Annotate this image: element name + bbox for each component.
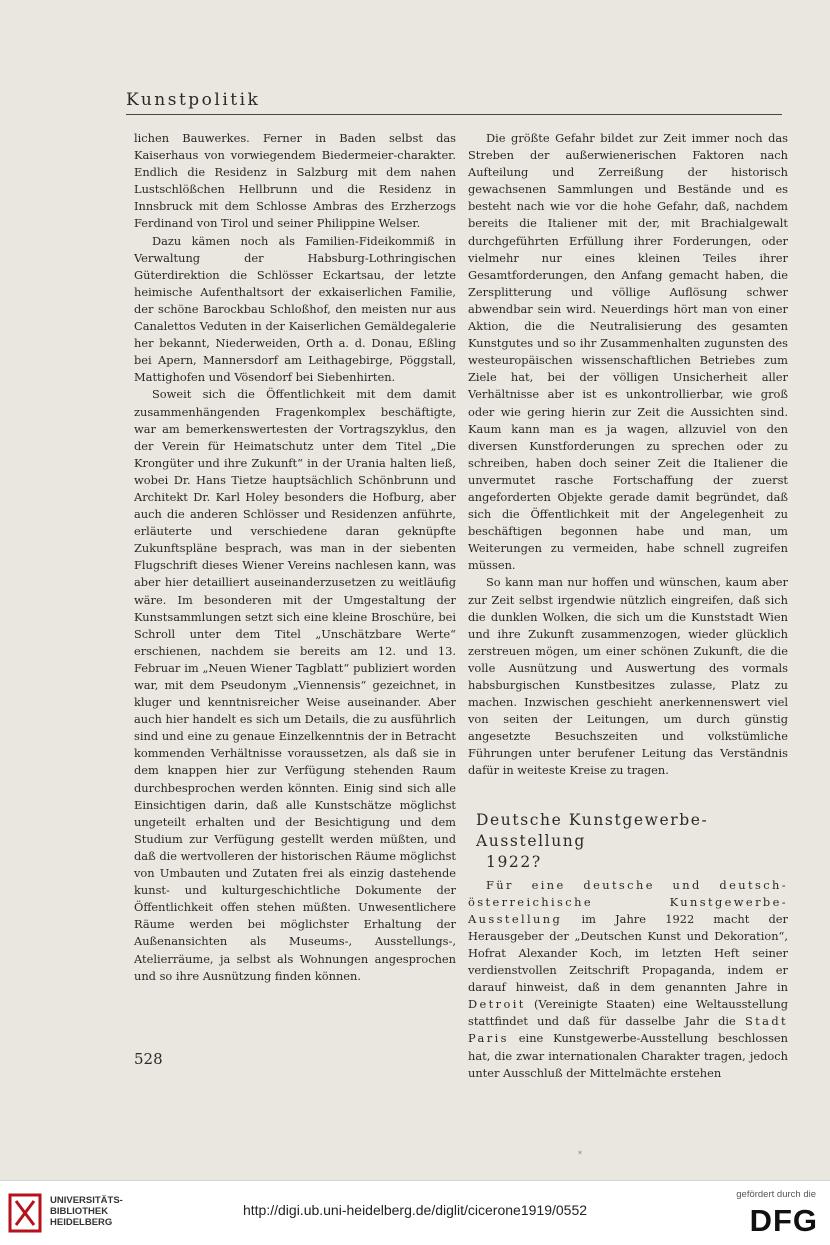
library-name-line-1: UNIVERSITÄTS- [50, 1195, 123, 1206]
viewer-footer [0, 1180, 830, 1245]
section-heading-line-1: Deutsche Kunstgewerbe-Ausstellung [476, 810, 709, 850]
left-paragraph-2: Dazu kämen noch als Familien-Fideikommiß in Verwaltung der Habsburg-Lothringischen Güterdirektion die Schlösser Eckartsau, der letzte heimische Aufenthaltsort der exkaiserlichen Familie, der schöne Barockbau Schloßhof, den meisten nur aus Canalettos Veduten in der Kaiserlichen Gemäldegalerie her bekannt, Niederweiden, Orth a. d. Donau, Eßling bei Apern, Mannersdorf am Leithagebirge, Pöggstall, Mattighofen und Vösendorf bei Siebenhirten. [134, 233, 456, 385]
section-heading [476, 810, 788, 873]
section-paragraph [468, 877, 788, 1082]
permalink-url[interactable]: http://digi.ub.uni-heidelberg.de/diglit/cicerone1919/0552 [242, 1202, 588, 1218]
dfg-logo: DFG [749, 1203, 818, 1238]
section-city-1: Detroit [468, 997, 526, 1012]
stray-mark: * [578, 1150, 582, 1159]
left-text-column [134, 130, 456, 985]
left-paragraph-3: Soweit sich die Öffentlichkeit mit dem damit zusammenhängenden Fragenkomplex beschäftigte, war am bemerkenswertesten der Vortragszyklus, den der Verein für Heimatschutz unter dem Titel „Die Krongüter und ihre Zukunft“ in der Urania halten ließ, wobei Dr. Hans Tietze hauptsächlich Schönbrunn und Architekt Dr. Karl Holey besonders die Hofburg, aber auch die anderen Schlösser und Residenzen anführte, erläuterte und verschiedene daran geknüpfte Zukunftspläne besprach, was man in der siebenten Flugschrift dieses Wiener Vereins nachlesen kann, was aber hier detailliert auseinanderzusetzen zu weitläufig wäre. Im besonderen mit der Umgestaltung der Kunstsammlungen setzt sich eine kleine Broschüre, bei Schroll unter dem Titel „Unschätzbare Werte“ erschienen, nachdem sie bereits am 12. und 13. Februar im „Neuen Wiener Tagblatt“ publiziert worden war, mit dem Pseudonym „Viennensis“ gezeichnet, in kluger und kenntnisreicher Weise auseinander. Aber auch hier handelt es sich um Details, die zu ausführlich sind und eine zu genaue Einzelkenntnis der in Betracht kommenden Verhältnisse voraussetzen, als daß sie in dem knappen hier zur Verfügung stehenden Raum durchbesprochen werden könnten. Einig sind sich alle Einsichtigen darin, daß alle Kunstschätze möglichst ungeteilt erhalten und der Besichtigung und dem Studium zur Verfügung gestellt werden müßten, und daß die wertvolleren der historischen Räume möglichst von Umbauten und Zutaten frei als einzig dastehende kunst- und kulturgeschichtliche Dokumente der Öffentlichkeit offen stehen müßten. Unwesentlichere Räume werden bei möglichster Erhaltung der Außenansichten als Museums-, Ausstellungs-, Atelierräume, ja selbst als Wohnungen angesprochen und so ihre Ausnützung finden können. [134, 387, 456, 983]
right-text-column [468, 130, 788, 1082]
section-body-b: (Vereinigte Staaten) eine Weltausstellung stattfindet und daß für dasselbe Jahr die [468, 997, 788, 1029]
library-name-line-2: BIBLIOTHEK [50, 1206, 109, 1217]
right-paragraph-1: Die größte Gefahr bildet zur Zeit immer noch das Streben der außerwienerischen Faktoren nach Aufteilung und Zerreißung der historisch gewachsenen Sammlungen und Bestände und es besteht nach wie vor die hohe Gefahr, daß, nachdem bereits die Italiener mit der, mit Brachialgewalt durchgeführten Erfüllung ihrer Forderungen, oder vielmehr nur eines kleinen Teiles ihrer Gesamtforderungen, den Anfang gemacht haben, die Zersplitterung und völlige Auflösung schwer abwendbar sein wird. Neuerdings hört man von einer Aktion, die die Neutralisierung des gesamten Kunstgutes und so ihr Zusammenhalten zugunsten des westeuropäischen wissenschaftlichen Betriebes zum Ziele hat, bei der völligen Unsicherheit aller Verhältnisse aber ist es unkontrollierbar, wie groß oder wie gering hierin zur Zeit die Aussichten sind. Kaum kann man es ja wagen, allzuviel von den diversen Kunstforderungen zu sprechen oder zu schreiben, haben doch seiner Zeit die Italiener die unvermutet rasche Fortschaffung der zuerst angeforderten Objekte gerade damit begründet, daß sich die Öffentlichkeit mit der Angelegenheit zu beschäftigen begonnen habe und man, um Weiterungen zu vermeiden, habe schnell zugreifen müssen. [468, 131, 788, 573]
funded-by-label: gefördert durch die [736, 1189, 816, 1200]
section-city-2: Stadt Paris [468, 1014, 788, 1046]
section-lead: Für eine deutsche und deutsch-österreichische Kunstgewerbe-Ausstellung [468, 877, 788, 926]
page-number: 528 [134, 1050, 163, 1068]
library-name-line-3: HEIDELBERG [50, 1217, 113, 1228]
header-rule [126, 114, 782, 115]
right-paragraph-2: So kann man nur hoffen und wünschen, kaum aber zur Zeit selbst irgendwie nützlich eingreifen, daß sich die dunklen Wolken, die sich um die Kunststadt Wien und ihre Zukunft zusammenzogen, wieder glücklich zerstreuen mögen, um einer schönen Zukunft, die die volle Ausnützung und Auswertung des vormals habsburgischen Kunstbesitzes zulasse, Platz zu machen. Inzwischen geschieht anerkennenswert viel von seiten der Leitungen, um durch günstig angesetzte Besuchszeiten und volkstümliche Führungen unter berufener Leitung das Verständnis dafür in weiteste Kreise zu tragen. [468, 575, 788, 778]
running-title: Kunstpolitik [126, 90, 261, 110]
left-paragraph-1: lichen Bauwerkes. Ferner in Baden selbst das Kaiserhaus von vorwiegendem Biedermeier-charakter. Endlich die Residenz in Salzburg mit dem nahen Lustschlößchen Hellbrunn und die Residenz in Innsbruck mit dem Schlosse Ambras des Erzherzogs Ferdinand von Tirol und seiner Philippine Welser. [134, 131, 456, 231]
section-heading-line-2: 1922? [486, 852, 542, 871]
section-body-a: im Jahre 1922 macht der Herausgeber der „Deutschen Kunst und Dekoration“, Hofrat Alexander Koch, im letzten Heft seiner verdienstvollen Zeitschrift Propaganda, indem er darauf hinweist, daß in dem genannten Jahre in [468, 911, 788, 995]
section-body-c: eine Kunstgewerbe-Ausstellung beschlossen hat, die zwar internationalen Charakter tragen, jedoch unter Ausschluß der Mittelmächte erstehen [468, 1031, 788, 1080]
